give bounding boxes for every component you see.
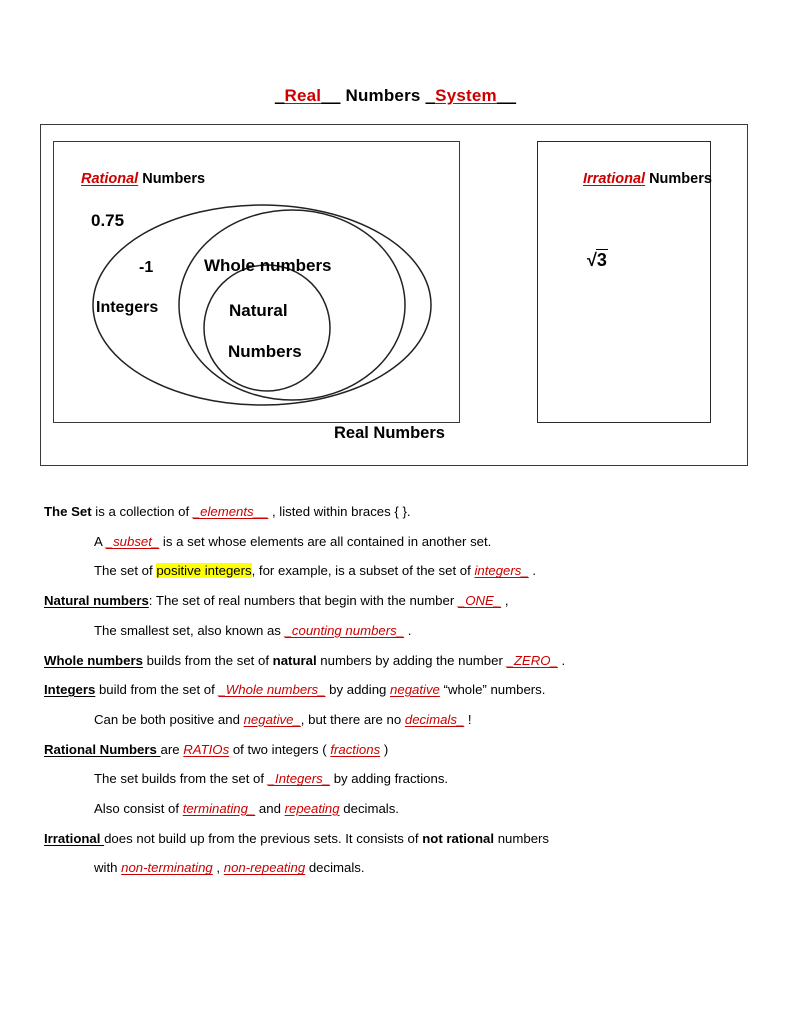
- rational-numbers-label: [81, 171, 205, 187]
- l13-text-c: decimals.: [305, 860, 365, 876]
- l5-text-b: .: [404, 622, 412, 638]
- irrational-label-rest: Numbers: [645, 171, 712, 187]
- answer-one: _ONE_: [457, 593, 502, 609]
- note-line-natural-numbers: [44, 594, 744, 607]
- note-line-rational-numbers: [44, 743, 744, 756]
- l2-text-a: A: [94, 533, 106, 549]
- l13-text-b: ,: [212, 860, 224, 876]
- page-title: [0, 86, 791, 106]
- l9-text-c: of two integers (: [229, 741, 331, 757]
- note-line-set-definition: [44, 505, 744, 518]
- term-rational-numbers: Rational Numbers: [44, 741, 161, 757]
- answer-negative-1: negative: [390, 682, 440, 698]
- l11-text-c: decimals.: [339, 801, 399, 817]
- l2-text-b: is a set whose elements are all contained in another set.: [159, 533, 492, 549]
- title-answer-real: Real: [284, 86, 322, 105]
- irrational-numbers-label: [583, 171, 712, 187]
- emphasis-natural: natural: [272, 652, 317, 668]
- real-numbers-outer-label: Real Numbers: [334, 424, 445, 442]
- whole-numbers-set-label: Whole numbers: [204, 256, 332, 275]
- term-the-set: The Set: [44, 504, 92, 519]
- answer-elements: _elements__: [192, 504, 269, 519]
- answer-subset: _subset_: [105, 533, 160, 549]
- title-blank-pad-mid: __: [321, 86, 341, 105]
- note-line-integers: [44, 683, 744, 696]
- radicand-value: 3: [596, 250, 607, 270]
- answer-repeating: repeating: [284, 801, 340, 817]
- title-blank-pad-left2: _: [425, 86, 436, 105]
- answer-ratios: RATIOs: [183, 741, 230, 757]
- l8-text-a: Can be both positive and: [94, 711, 244, 727]
- l11-text-b: and: [255, 801, 285, 817]
- term-whole-numbers: Whole numbers: [44, 652, 143, 668]
- l11-text-a: Also consist of: [94, 801, 183, 817]
- note-line-irrational: [44, 832, 744, 845]
- notes-body: [44, 505, 744, 891]
- note-line-integers-no-decimals: [44, 713, 744, 726]
- natural-set-label-line2: Numbers: [228, 342, 302, 361]
- l8-text-b: , but there are no: [300, 711, 405, 727]
- example-decimal-0-75: 0.75: [91, 211, 125, 230]
- note-line-positive-integers-example: [44, 564, 744, 577]
- example-negative-one: -1: [139, 259, 154, 276]
- irrational-example-sqrt3: [587, 250, 608, 271]
- l9-text-d: ): [380, 741, 389, 757]
- term-natural-numbers: Natural numbers: [44, 593, 149, 609]
- note-line-whole-numbers: [44, 654, 744, 667]
- rational-label-rest: Numbers: [138, 171, 206, 187]
- highlight-positive-integers: positive integers: [156, 563, 252, 579]
- natural-set-label-line1: Natural: [229, 301, 288, 320]
- l10-text-a: The set builds from the set of: [94, 771, 268, 787]
- l1-text-b: is a collection of: [91, 504, 193, 519]
- note-line-counting-numbers: [44, 624, 744, 637]
- title-blank-pad-left: _: [274, 86, 285, 105]
- note-line-terminating-repeating: [44, 802, 744, 815]
- l7-text-d: “whole” numbers.: [439, 682, 546, 698]
- emphasis-not-rational: not rational: [422, 830, 495, 846]
- l8-text-c: !: [464, 711, 472, 727]
- title-answer-system: System: [435, 86, 497, 105]
- note-line-subset-definition: [44, 535, 744, 548]
- l6-text-c: numbers by adding the number: [316, 652, 507, 668]
- rational-answer-blank: Rational: [81, 171, 139, 187]
- l3-text-b: , for example, is a subset of the set of: [251, 563, 475, 579]
- note-line-rational-builds: [44, 772, 744, 785]
- l12-text-c: numbers: [494, 830, 550, 846]
- title-blank-pad-right: __: [496, 86, 517, 105]
- title-static-numbers: Numbers: [345, 86, 421, 105]
- answer-decimals: decimals_: [404, 711, 465, 727]
- l6-text-b: builds from the set of: [142, 652, 273, 668]
- l4-text-b: : The set of real numbers that begin with the number: [148, 593, 458, 609]
- l5-text-a: The smallest set, also known as: [94, 622, 285, 638]
- answer-whole-numbers: _Whole numbers_: [218, 682, 326, 698]
- answer-integers-2: _Integers_: [267, 771, 331, 787]
- integers-set-label: Integers: [96, 299, 159, 316]
- l7-text-c: by adding: [325, 682, 391, 698]
- term-integers: Integers: [44, 682, 96, 698]
- number-system-diagram: [40, 124, 748, 466]
- l10-text-b: by adding fractions.: [330, 771, 449, 787]
- irrational-answer-blank: Irrational: [583, 171, 646, 187]
- l3-text-c: .: [528, 563, 537, 579]
- l1-text-c: , listed within braces { }.: [268, 504, 411, 519]
- answer-non-repeating: non-repeating: [223, 860, 306, 876]
- radical-sign-icon: √: [587, 250, 597, 270]
- l9-text-b: are: [160, 741, 184, 757]
- answer-negative-2: negative_: [243, 711, 301, 727]
- answer-zero: _ZERO_: [506, 652, 558, 668]
- answer-counting-numbers: _counting numbers_: [284, 622, 405, 638]
- answer-integers: integers_: [474, 563, 529, 579]
- l6-text-d: .: [557, 652, 566, 668]
- answer-non-terminating: non-terminating: [121, 860, 213, 876]
- l3-text-a: The set of: [94, 563, 157, 579]
- l12-text-b: does not build up from the previous sets. It consists of: [104, 830, 423, 846]
- l4-text-c: ,: [501, 593, 509, 609]
- answer-fractions: fractions: [330, 741, 381, 757]
- l13-text-a: with: [94, 860, 122, 876]
- note-line-non-terminating: [44, 861, 744, 874]
- l7-text-b: build from the set of: [95, 682, 219, 698]
- term-irrational: Irrational: [44, 830, 105, 846]
- answer-terminating: terminating_: [182, 801, 256, 817]
